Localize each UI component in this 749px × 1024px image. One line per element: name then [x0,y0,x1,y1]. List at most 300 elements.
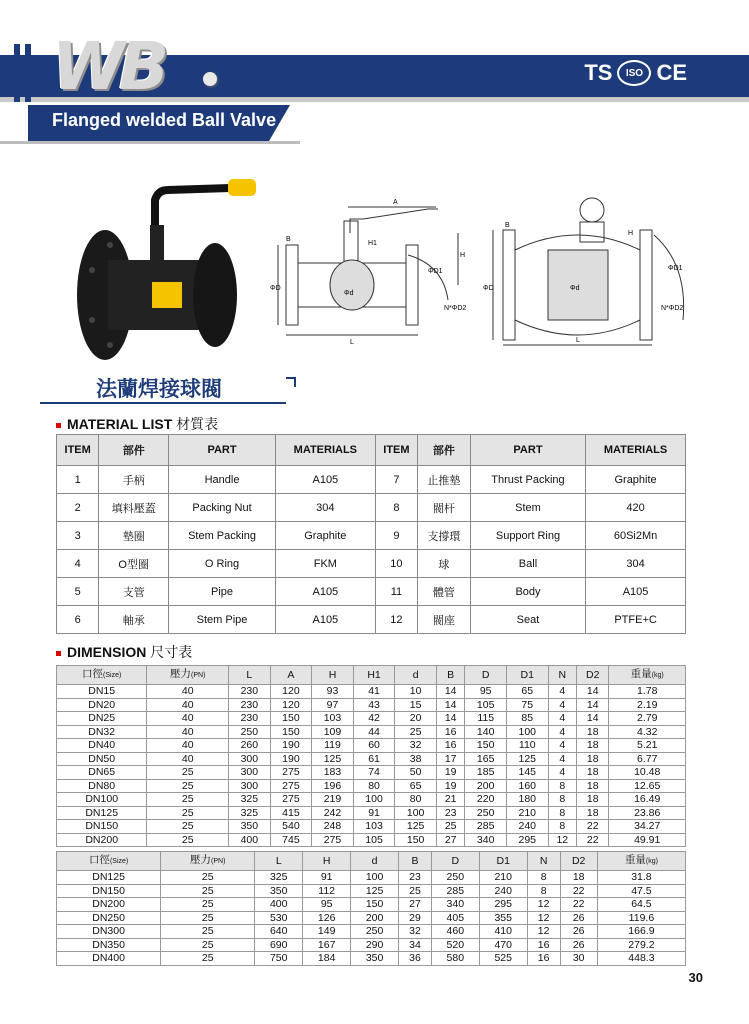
dimension-cell: 105 [353,833,395,847]
dimension-cell: DN80 [57,779,147,793]
dimension-cell: 448.3 [597,952,685,966]
dimension-header-cell [560,852,597,871]
material-cell: FKM [275,550,375,578]
dimension-cell: 18 [577,739,609,753]
stem [150,225,164,265]
material-table [56,434,686,634]
material-cell: Thrust Packing [470,466,585,494]
material-cell: 7 [375,466,417,494]
bullet-square-icon [56,651,61,656]
dimension-cell: 25 [399,884,432,898]
dimension-header-label: L [275,855,282,867]
dimension-cell: 190 [270,739,312,753]
dimension-cell: 5.21 [609,739,686,753]
dimension-cell: 18 [577,752,609,766]
material-cell: 軸承 [99,606,169,634]
material-cell: Stem Pipe [169,606,276,634]
product-name-corner [286,377,296,387]
dimension-cell: 126 [303,911,351,925]
material-cell: 閥杆 [418,494,471,522]
dimension-cell: 10 [395,685,437,699]
dimension-cell: 405 [431,911,479,925]
dimension-header-cell [506,666,548,685]
dimension-cell: DN300 [57,925,161,939]
dimension-header-label: D2 [586,669,600,681]
material-cell: 12 [375,606,417,634]
dimension-cell: 19 [436,779,464,793]
dimension-cell: 4 [548,752,576,766]
material-cell: A105 [275,606,375,634]
dimension-cell: 100 [506,725,548,739]
dimension-cell: 242 [312,806,354,820]
dimension-cell: 16 [527,938,560,952]
dimension-header-cell [270,666,312,685]
dimension-cell: 4.32 [609,725,686,739]
dimension-cell: 275 [270,793,312,807]
dimension-cell: 80 [353,779,395,793]
dimension-cell: 65 [395,779,437,793]
dimension-cell: 100 [395,806,437,820]
dimension-cell: 410 [479,925,527,939]
dimension-cell: 145 [506,766,548,780]
dimension-header-unit: (kg) [651,672,664,679]
material-cell: 60Si2Mn [586,522,686,550]
dimension-header-unit: (PN) [191,672,206,679]
dimension-cell: 29 [399,911,432,925]
dim-label-b: B [286,236,291,243]
certifications [584,60,687,86]
dimension-cell: 190 [270,752,312,766]
dimension-cell: 100 [353,793,395,807]
dimension-cell: 140 [465,725,507,739]
dimension-header-unit: (kg) [645,858,658,865]
dimension-row [57,712,686,726]
dimension-header-cell [479,852,527,871]
dimension-cell: DN15 [57,685,147,699]
dimension-cell: 248 [312,820,354,834]
dimension-cell: 200 [351,911,399,925]
dimension-cell: 30 [560,952,597,966]
dimension-cell: 22 [560,884,597,898]
dimension-cell: 340 [431,898,479,912]
material-cell: Graphite [586,466,686,494]
dim-label-nd2-2: N*ΦD2 [661,305,684,312]
dimension-cell: 12 [527,898,560,912]
dimension-cell: 240 [506,820,548,834]
dim-label-a: A [393,199,398,206]
material-cell: 420 [586,494,686,522]
logo-dot [203,72,217,86]
dimension-cell: 115 [465,712,507,726]
ts-mark: TS [584,60,613,85]
dimension-cell: 22 [577,833,609,847]
material-cell: 支管 [99,578,169,606]
dimension-cell: 16 [436,725,464,739]
header-stripes [14,44,40,102]
dimension-cell: 2.79 [609,712,686,726]
dimension-cell: 80 [395,793,437,807]
material-cell: 手柄 [99,466,169,494]
dimension-cell: 95 [303,898,351,912]
dimension-cell: 12 [527,925,560,939]
dimension-cell: 97 [312,698,354,712]
dimension-header-label: D1 [520,669,534,681]
material-cell: 球 [418,550,471,578]
valve-photo [70,170,260,370]
dimension-header-label: A [287,669,295,681]
dimension-cell: 16 [436,739,464,753]
dimension-table-1 [56,665,686,847]
dimension-cell: 219 [312,793,354,807]
dimension-header-cell [255,852,303,871]
dimension-cell: 22 [577,820,609,834]
dimension-cell: 44 [353,725,395,739]
dimension-cell: 42 [353,712,395,726]
yellow-label [152,282,182,308]
dimension-cell: 16.49 [609,793,686,807]
dimension-header-label: H [322,855,331,867]
dimension-cell: 150 [270,712,312,726]
material-header-row [57,435,686,466]
material-header-cell: 部件 [99,435,169,466]
dimension-cell: DN125 [57,871,161,885]
dimension-cell: 65 [506,685,548,699]
dimension-cell: 275 [312,833,354,847]
dimension-cell: 47.5 [597,884,685,898]
dimension-cell: 300 [229,779,271,793]
dimension-table-2 [56,851,686,966]
dimension-row [57,898,686,912]
dimension-cell: 149 [303,925,351,939]
dimension-cell: 325 [255,871,303,885]
dimension-cell: 23.86 [609,806,686,820]
dimension-cell: 25 [395,725,437,739]
material-header-cell: ITEM [375,435,417,466]
dimension-cell: 520 [431,938,479,952]
dimension-header-row [57,666,686,685]
dimension-header-cell [395,666,437,685]
material-cell: 10 [375,550,417,578]
dimension-cell: DN150 [57,820,147,834]
dimension-cell: 50 [395,766,437,780]
dimension-cell: 8 [548,779,576,793]
dimension-cell: 4 [548,685,576,699]
dimension-row [57,820,686,834]
dimension-cell: 27 [399,898,432,912]
dimension-cell: 26 [560,925,597,939]
dimension-header-cell [161,852,255,871]
dimension-cell: 18 [577,806,609,820]
dimension-cell: 1.78 [609,685,686,699]
dimension-header-cell [431,852,479,871]
dimension-cell: DN250 [57,911,161,925]
right-flange [193,243,237,347]
dimension-row [57,752,686,766]
dimension-cell: 150 [270,725,312,739]
dimension-cell: 350 [255,884,303,898]
dimension-cell: 119 [312,739,354,753]
material-cell: Support Ring [470,522,585,550]
dimension-header-label: H1 [367,669,381,681]
dimension-cell: DN200 [57,898,161,912]
dimension-cell: 110 [506,739,548,753]
dimension-cell: 340 [465,833,507,847]
dimension-cell: 25 [161,925,255,939]
dimension-cell: 240 [479,884,527,898]
dimension-header-row [57,852,686,871]
dimension-cell: 160 [506,779,548,793]
dimension-header-cell [609,666,686,685]
dimension-header-label: B [447,669,455,681]
dim-label-nd2: N*ΦD2 [444,305,467,312]
dimension-cell: 230 [229,698,271,712]
material-cell: 8 [375,494,417,522]
dimension-header-label: d [371,855,378,867]
material-section-title [56,414,218,434]
dimension-cell: 8 [527,871,560,885]
dimension-cell: 21 [436,793,464,807]
dimension-cell: 112 [303,884,351,898]
dimension-cell: 279.2 [597,938,685,952]
dimension-cell: 25 [161,938,255,952]
dimension-cell: 61 [353,752,395,766]
dimension-cell: 4 [548,698,576,712]
dim-label-h1: H1 [368,240,377,247]
material-header-cell: PART [169,435,276,466]
dimension-cell: 8 [527,884,560,898]
dim-label-h-2: H [628,230,634,237]
dimension-cell: 38 [395,752,437,766]
dimension-cell: 91 [303,871,351,885]
dimension-cell: 119.6 [597,911,685,925]
dimension-cell: 14 [577,698,609,712]
dimension-cell: DN100 [57,793,147,807]
dimension-cell: 325 [229,806,271,820]
page-number: 30 [688,970,703,985]
dimension-cell: 14 [436,712,464,726]
material-row [57,550,686,578]
material-cell: Body [470,578,585,606]
dimension-row [57,725,686,739]
dimension-cell: 40 [147,685,229,699]
dimension-header-unit: (Size) [109,858,129,865]
dimension-cell: 16 [527,952,560,966]
dim-label-l-2: L [576,337,580,344]
dimension-cell: 540 [270,820,312,834]
dimension-cell: 12.65 [609,779,686,793]
dimension-header-cell [303,852,351,871]
dimension-cell: 325 [229,793,271,807]
dimension-cell: 103 [353,820,395,834]
material-cell: Seat [470,606,585,634]
dimension-cell: 49.91 [609,833,686,847]
dimension-cell: 125 [351,884,399,898]
title-shadow [0,141,300,144]
dimension-cell: 275 [270,779,312,793]
dimension-header-label: N [558,669,567,681]
dimension-cell: 470 [479,938,527,952]
dimension-cell: DN200 [57,833,147,847]
brand-logo: WB [52,28,164,105]
dimension-cell: 26 [560,938,597,952]
material-cell: 閥座 [418,606,471,634]
dimension-cell: 25 [147,833,229,847]
dimension-cell: 690 [255,938,303,952]
dimension-cell: 275 [270,766,312,780]
dimension-header-cell [57,666,147,685]
page-title: Flanged welded Ball Valve [52,110,277,130]
dimension-cell: 8 [548,820,576,834]
dimension-cell: 34.27 [609,820,686,834]
dimension-header-label: D [481,669,490,681]
dimension-cell: DN350 [57,938,161,952]
material-cell: 304 [275,494,375,522]
dimension-row [57,806,686,820]
dimension-cell: 14 [577,685,609,699]
material-header-cell: MATERIALS [586,435,686,466]
material-cell: O Ring [169,550,276,578]
dimension-row [57,925,686,939]
dimension-cell: 120 [270,685,312,699]
dimension-cell: 290 [351,938,399,952]
dimension-cell: 26 [560,911,597,925]
dimension-cell: 41 [353,685,395,699]
dimension-cell: 75 [506,698,548,712]
dim-label-h: H [460,252,466,259]
dimension-cell: 350 [229,820,271,834]
material-cell: 3 [57,522,99,550]
dimension-header-cell [465,666,507,685]
dimension-row [57,779,686,793]
dimension-cell: 20 [395,712,437,726]
dimension-header-unit: (PN) [211,858,226,865]
dimension-cell: 23 [399,871,432,885]
dimension-title-en: DIMENSION [67,644,147,660]
material-header-cell: MATERIALS [275,435,375,466]
dimension-cell: 230 [229,712,271,726]
material-cell: Stem [470,494,585,522]
bullet-square-icon [56,423,61,428]
material-cell: 填料壓蓋 [99,494,169,522]
dimension-cell: 17 [436,752,464,766]
dimension-cell: 460 [431,925,479,939]
dimension-cell: 400 [255,898,303,912]
dimension-row [57,871,686,885]
dimension-row [57,793,686,807]
ce-mark: CE [656,60,687,85]
material-cell: 1 [57,466,99,494]
dimension-cell: 125 [395,820,437,834]
dimension-cell: 18 [577,725,609,739]
dimension-cell: 25 [147,806,229,820]
material-cell: Packing Nut [169,494,276,522]
dimension-cell: 4 [548,739,576,753]
material-row [57,466,686,494]
dimension-header-cell [147,666,229,685]
dimension-cell: 125 [506,752,548,766]
dimension-header-label: 口徑 [82,668,104,680]
dimension-header-label: N [539,855,548,867]
dimension-header-label: B [411,855,419,867]
material-cell: 止推墊 [418,466,471,494]
dimension-section-title [56,642,192,662]
dimension-cell: 210 [506,806,548,820]
material-header-cell: PART [470,435,585,466]
dimension-cell: 250 [229,725,271,739]
dimension-header-cell [527,852,560,871]
dimension-cell: 4 [548,766,576,780]
dimension-cell: 300 [229,766,271,780]
dimension-row [57,884,686,898]
drawing-large-valve [478,190,708,350]
dimension-cell: 250 [351,925,399,939]
material-cell: 9 [375,522,417,550]
dimension-cell: 25 [147,779,229,793]
dimension-cell: 180 [506,793,548,807]
material-row [57,494,686,522]
dimension-header-cell [312,666,354,685]
dim-label-d-2: ΦD [483,285,494,292]
dimension-header-label: 壓力 [190,854,212,866]
dimension-cell: DN20 [57,698,147,712]
dimension-header-label: 重量 [624,854,646,866]
dim-label-d1-2: ΦD1 [668,265,683,272]
dimension-cell: 25 [161,871,255,885]
dimension-cell: 12 [548,833,576,847]
dimension-row [57,698,686,712]
material-title-cn: 材質表 [176,416,219,432]
dimension-header-label: d [412,669,419,681]
dimension-header-label: 口徑 [88,854,110,866]
dimension-cell: 25 [147,793,229,807]
dimension-cell: 12 [527,911,560,925]
dimension-cell: DN50 [57,752,147,766]
dimension-cell: 580 [431,952,479,966]
dimension-cell: 105 [465,698,507,712]
dimension-cell: 25 [147,766,229,780]
dimension-row [57,952,686,966]
dimension-cell: 300 [229,752,271,766]
dimension-cell: 19 [436,766,464,780]
dimension-cell: 165 [465,752,507,766]
dimension-cell: DN65 [57,766,147,780]
dimension-header-cell [399,852,432,871]
material-header-cell: ITEM [57,435,99,466]
dim-label-bore-2: Φd [570,285,580,292]
dimension-cell: 210 [479,871,527,885]
handle-grip [228,179,256,196]
dimension-cell: 34 [399,938,432,952]
dimension-cell: 25 [147,820,229,834]
dimension-cell: 250 [431,871,479,885]
dimension-header-label: 壓力 [170,668,192,680]
dimension-cell: DN32 [57,725,147,739]
dimension-title-cn: 尺寸表 [150,644,193,660]
dimension-cell: 167 [303,938,351,952]
material-cell: Ball [470,550,585,578]
dimension-cell: 196 [312,779,354,793]
dim-label-bore: Φd [344,290,354,297]
dimension-cell: 14 [577,712,609,726]
material-cell: A105 [275,466,375,494]
dimension-row [57,911,686,925]
dimension-cell: 220 [465,793,507,807]
dimension-header-label: H [328,669,337,681]
dimension-cell: 350 [351,952,399,966]
dimension-cell: 31.8 [597,871,685,885]
dimension-header-label: L [246,669,253,681]
material-cell: A105 [586,578,686,606]
